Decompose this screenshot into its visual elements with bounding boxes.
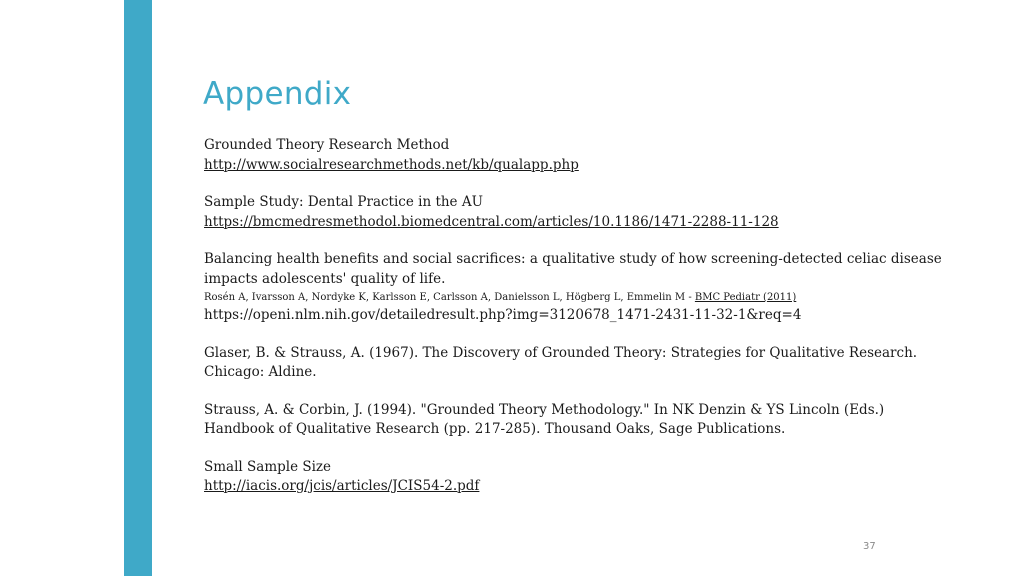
reference-title-line-1: Balancing health benefits and social sacrifices: a qualitative study of how screening-detected celiac disease [204, 251, 942, 267]
reference-authors [204, 289, 964, 306]
accent-bar [124, 0, 152, 576]
slide-title: Appendix [203, 76, 352, 112]
reference-title: Grounded Theory Research Method [204, 137, 450, 153]
reference-celiac-study [204, 250, 964, 326]
reference-grounded-theory [204, 136, 964, 175]
reference-small-sample [204, 458, 964, 497]
reference-link[interactable]: http://www.socialresearchmethods.net/kb/qualapp.php [204, 156, 579, 173]
reference-sample-study [204, 193, 964, 232]
citation-line-1: Strauss, A. & Corbin, J. (1994). "Grounded Theory Methodology." In NK Denzin & YS Lincoln (Eds.) [204, 401, 885, 418]
reference-glaser-strauss [204, 344, 964, 383]
reference-list [204, 136, 964, 515]
page-number: 37 [863, 541, 876, 552]
authors-text: Rosén A, Ivarsson A, Nordyke K, Karlsson E, Carlsson A, Danielsson L, Högberg L, Emmelin M - [204, 292, 695, 303]
citation-line-2: Chicago: Aldine. [204, 364, 317, 380]
reference-title: Small Sample Size [204, 458, 332, 475]
reference-strauss-corbin [204, 401, 964, 440]
reference-url: https://openi.nlm.nih.gov/detailedresult.php?img=3120678_1471-2431-11-32-1&req=4 [204, 307, 802, 323]
reference-title-line-2: impacts adolescents' quality of life. [204, 270, 446, 287]
reference-title: Sample Study: Dental Practice in the AU [204, 194, 483, 210]
journal-link[interactable]: BMC Pediatr (2011) [694, 292, 797, 303]
reference-link[interactable]: https://bmcmedresmethodol.biomedcentral.com/articles/10.1186/1471-2288-11-128 [204, 213, 779, 230]
citation-line-1: Glaser, B. & Strauss, A. (1967). The Discovery of Grounded Theory: Strategies for Qualitative Research. [204, 344, 918, 361]
reference-link[interactable]: http://iacis.org/jcis/articles/JCIS54-2.pdf [204, 478, 480, 494]
citation-line-2: Handbook of Qualitative Research (pp. 217-285). Thousand Oaks, Sage Publications. [204, 421, 786, 437]
